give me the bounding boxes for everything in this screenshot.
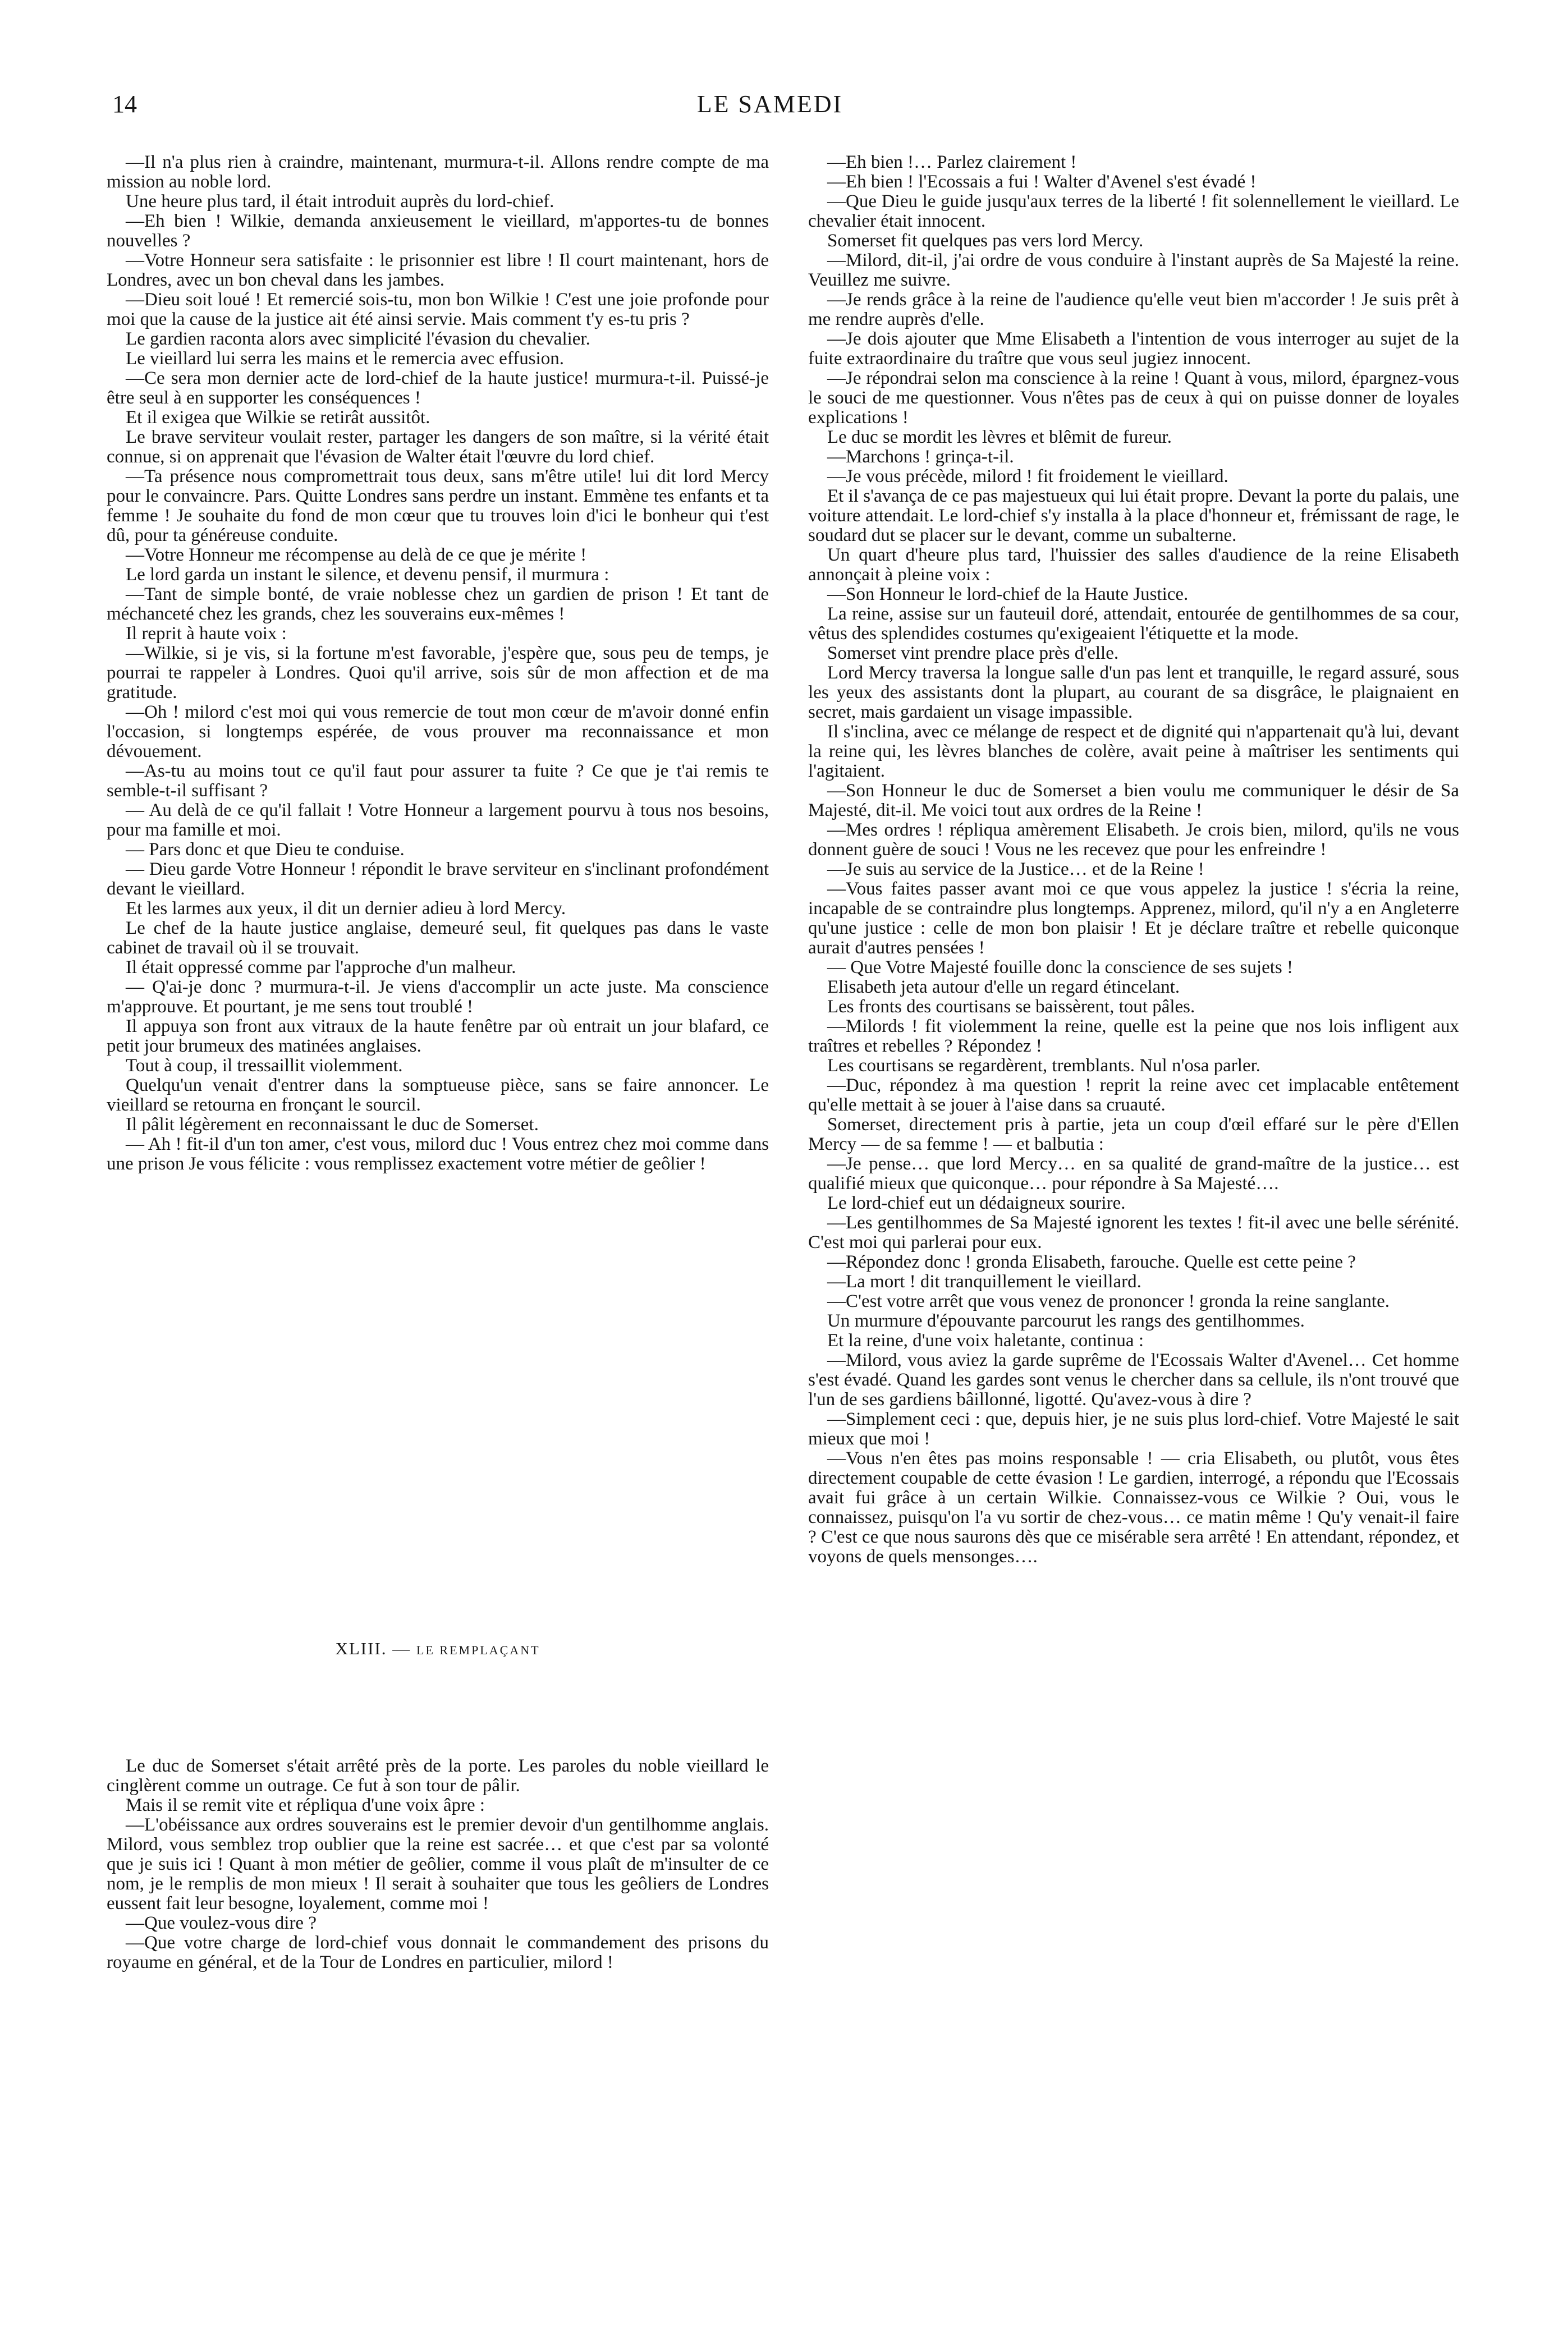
paragraph: —Je vous précède, milord ! fit froidement le vieillard.	[827, 466, 1228, 487]
paragraph: —Milords ! fit violemment la reine, quelle est la peine que nos lois infligent aux traîtres et rebelles ? Répondez !	[808, 1016, 1459, 1056]
paragraph: —La mort ! dit tranquillement le vieillard.	[827, 1272, 1141, 1292]
paragraph: Le gardien raconta alors avec simplicité l'évasion du chevalier.	[126, 329, 590, 349]
paragraph: —Duc, répondez à ma question ! reprit la reine avec cet implacable entêtement qu'elle mettait à se jouer à l'aise dans sa cruauté.	[808, 1075, 1459, 1115]
paragraph: Le duc se mordit les lèvres et blêmit de fureur.	[827, 427, 1172, 447]
paragraph: —Oh ! milord c'est moi qui vous remercie de tout mon cœur de m'avoir donné enfin l'occasion, si longtemps espérée, de vous prouver ma reconnaissance et mon dévouement.	[107, 702, 769, 761]
paragraph: Un quart d'heure plus tard, l'huissier des salles d'audience de la reine Elisabeth annonçait à pleine voix :	[808, 545, 1459, 585]
paragraph: —Dieu soit loué ! Et remercié sois-tu, mon bon Wilkie ! C'est une joie profonde pour moi que la cause de la justice ait été ainsi servie. Mais comment t'y es-tu pris ?	[107, 290, 769, 329]
paragraph: —C'est votre arrêt que vous venez de prononcer ! gronda la reine sanglante.	[827, 1291, 1390, 1311]
paragraph: —Vous n'en êtes pas moins responsable ! — cria Elisabeth, ou plutôt, vous êtes directement coupable de cette évasion ! Le gardien, interrogé, a répondu que l'Ecossais avait fui grâce à un certain Wilkie. Connaissez-vous ce Wilkie ? Oui, vous le connaissez, puisqu'on l'a vu sortir de chez-vous… ce matin même ! Qu'y venait-il faire ? C'est ce que nous saurons dès que ce misérable sera arrêté ! En attendant, répondez, et voyons de quels mensonges….	[808, 1448, 1459, 1567]
paragraph: Mais il se remit vite et répliqua d'une voix âpre :	[126, 1795, 485, 1815]
paragraph: —Votre Honneur me récompense au delà de ce que je mérite !	[126, 545, 587, 565]
paragraph: Somerset fit quelques pas vers lord Mercy.	[827, 231, 1144, 251]
paragraph: —Tant de simple bonté, de vraie noblesse chez un gardien de prison ! Et tant de méchanceté chez les grands, chez les souverains eux-mêmes !	[107, 584, 769, 624]
paragraph: Le duc de Somerset s'était arrêté près de la porte. Les paroles du noble vieillard le cinglèrent comme un outrage. Ce fut à son tour de pâlir.	[107, 1756, 769, 1796]
paragraph: — Dieu garde Votre Honneur ! répondit le brave serviteur en s'inclinant profondément devant le vieillard.	[107, 859, 769, 899]
paragraph: —Simplement ceci : que, depuis hier, je ne suis plus lord-chief. Votre Majesté le sait mieux que moi !	[808, 1409, 1459, 1449]
paragraph: —Il n'a plus rien à craindre, maintenant, murmura-t-il. Allons rendre compte de ma mission au noble lord.	[107, 152, 769, 192]
paragraph: Elisabeth jeta autour d'elle un regard étincelant.	[827, 977, 1180, 997]
paragraph: —Mes ordres ! répliqua amèrement Elisabeth. Je crois bien, milord, qu'ils ne vous donnent guère de souci ! Vous ne les recevez que pour les enfreindre !	[808, 820, 1459, 860]
paragraph: Somerset, directement pris à partie, jeta un coup d'œil effaré sur le père d'Ellen Mercy — de sa femme ! — et balbutia :	[808, 1114, 1459, 1154]
paragraph: —Que voulez-vous dire ?	[126, 1913, 317, 1933]
paragraph: —Que votre charge de lord-chief vous donnait le commandement des prisons du royaume en général, et de la Tour de Londres en particulier, milord !	[107, 1933, 769, 1972]
paragraph: Les fronts des courtisans se baissèrent, tout pâles.	[827, 997, 1195, 1017]
paragraph: Le lord-chief eut un dédaigneux sourire.	[827, 1193, 1126, 1213]
paragraph: —Milord, dit-il, j'ai ordre de vous conduire à l'instant auprès de Sa Majesté la reine. Veuillez me suivre.	[808, 250, 1459, 290]
paragraph: — Pars donc et que Dieu te conduise.	[126, 839, 405, 860]
paragraph: —Milord, vous aviez la garde suprême de l'Ecossais Walter d'Avenel… Cet homme s'est évadé. Quand les gardes sont venus le chercher dans sa cellule, ils n'ont trouvé que l'un de ses gardiens bâillonné, ligotté. Qu'avez-vous à dire ?	[808, 1350, 1459, 1410]
paragraph: Les courtisans se regardèrent, tremblants. Nul n'osa parler.	[827, 1056, 1261, 1076]
paragraph: —Je suis au service de la Justice… et de la Reine !	[827, 859, 1204, 879]
paragraph: —Répondez donc ! gronda Elisabeth, farouche. Quelle est cette peine ?	[827, 1252, 1356, 1272]
paragraph: Le vieillard lui serra les mains et le remercia avec effusion.	[126, 348, 564, 369]
paragraph: La reine, assise sur un fauteuil doré, attendait, entourée de gentilhommes de sa cour, vêtus des splendides costumes qu'exigeaient l'étiquette et la mode.	[808, 604, 1459, 644]
paragraph: — Au delà de ce qu'il fallait ! Votre Honneur a largement pourvu à tous nos besoins, pour ma famille et moi.	[107, 800, 769, 840]
page-header	[112, 90, 1428, 135]
running-title: LE SAMEDI	[696, 90, 843, 118]
right-column	[808, 153, 1459, 1567]
paragraph: Somerset vint prendre place près d'elle.	[827, 643, 1119, 663]
paragraph: Et il exigea que Wilkie se retirât aussitôt.	[126, 407, 430, 428]
paragraph: Le lord garda un instant le silence, et devenu pensif, il murmura :	[126, 565, 609, 585]
paragraph: — Que Votre Majesté fouille donc la conscience de ses sujets !	[827, 957, 1293, 978]
paragraph: —Marchons ! grinça-t-il.	[827, 447, 1014, 467]
paragraph: —Eh bien ! l'Ecossais a fui ! Walter d'Avenel s'est évadé !	[827, 172, 1257, 192]
paragraph: —Que Dieu le guide jusqu'aux terres de la liberté ! fit solennellement le vieillard. Le chevalier était innocent.	[808, 191, 1459, 231]
chapter-number: XLIII. —	[335, 1639, 411, 1658]
paragraph: Une heure plus tard, il était introduit auprès du lord-chief.	[126, 191, 554, 212]
chapter-heading	[107, 1639, 769, 1659]
left-column	[107, 153, 769, 1174]
paragraph: —Wilkie, si je vis, si la fortune m'est favorable, j'espère que, sous peu de temps, je pourrai te rappeler à Londres. Quoi qu'il arrive, sois sûr de mon affection et de ma gratitude.	[107, 643, 769, 703]
paragraph: Il était oppressé comme par l'approche d'un malheur.	[126, 957, 516, 978]
paragraph: —As-tu au moins tout ce qu'il faut pour assurer ta fuite ? Ce que je t'ai remis te semble-t-il suffisant ?	[107, 761, 769, 801]
paragraph: —Son Honneur le lord-chief de la Haute Justice.	[827, 584, 1189, 604]
paragraph: Tout à coup, il tressaillit violemment.	[126, 1056, 403, 1076]
paragraph: Il pâlit légèrement en reconnaissant le duc de Somerset.	[126, 1114, 539, 1135]
chapter-title: LE REMPLAÇANT	[416, 1643, 540, 1657]
paragraph: —Ta présence nous compromettrait tous deux, sans m'être utile! lui dit lord Mercy pour le convaincre. Pars. Quitte Londres sans perdre un instant. Emmène tes enfants et ta femme ! Je souhaite du fond de mon cœur que tu trouves loin d'ici le bonheur qui t'est dû, pour ta généreuse conduite.	[107, 466, 769, 545]
paragraph: Et les larmes aux yeux, il dit un dernier adieu à lord Mercy.	[126, 898, 566, 919]
paragraph: —Eh bien ! Wilkie, demanda anxieusement le vieillard, m'apportes-tu de bonnes nouvelles ?	[107, 211, 769, 251]
paragraph: —Je pense… que lord Mercy… en sa qualité de grand-maître de la justice… est qualifié mieux que quiconque… pour répondre à Sa Majesté….	[808, 1154, 1459, 1194]
paragraph: — Q'ai-je donc ? murmura-t-il. Je viens d'accomplir un acte juste. Ma conscience m'approuve. Et pourtant, je me sens tout troublé !	[107, 977, 769, 1017]
paragraph: Quelqu'un venait d'entrer dans la somptueuse pièce, sans se faire annoncer. Le vieillard se retourna en fronçant le sourcil.	[107, 1075, 769, 1115]
paragraph: Il s'inclina, avec ce mélange de respect et de dignité qui n'appartenait qu'à lui, devant la reine qui, les lèvres blanches de colère, avait peine à maîtriser les sentiments qui l'agitaient.	[808, 722, 1459, 781]
paragraph: —Les gentilhommes de Sa Majesté ignorent les textes ! fit-il avec une belle sérénité. C'est moi qui parlerai pour eux.	[808, 1213, 1459, 1253]
paragraph: — Ah ! fit-il d'un ton amer, c'est vous, milord duc ! Vous entrez chez moi comme dans une prison Je vous félicite : vous remplissez exactement votre métier de geôlier !	[107, 1134, 769, 1174]
paragraph: Le chef de la haute justice anglaise, demeuré seul, fit quelques pas dans le vaste cabinet de travail où il se trouvait.	[107, 918, 769, 958]
paragraph: —Je dois ajouter que Mme Elisabeth a l'intention de vous interroger au sujet de la fuite extraordinaire du traître que vous seul jugiez innocent.	[808, 329, 1459, 369]
paragraph: —Je rends grâce à la reine de l'audience qu'elle veut bien m'accorder ! Je suis prêt à me rendre auprès d'elle.	[808, 290, 1459, 329]
paragraph: Et il s'avança de ce pas majestueux qui lui était propre. Devant la porte du palais, une voiture attendait. Le lord-chief s'y installa à la place d'honneur et, frémissant de rage, le soudard dut se placer sur le devant, comme un subalterne.	[808, 486, 1459, 545]
paragraph: Il appuya son front aux vitraux de la haute fenêtre par où entrait un jour blafard, ce petit jour brumeux des matinées anglaises.	[107, 1016, 769, 1056]
paragraph: —L'obéissance aux ordres souverains est le premier devoir d'un gentilhomme anglais. Milord, vous semblez trop oublier que la reine est sacrée… et que c'est par sa volonté que je suis ici ! Quant à mon métier de geôlier, comme il vous plaît de m'insulter de ce nom, je le remplis de mon mieux ! Il serait à souhaiter que tous les geôliers de Londres eussent fait leur besogne, loyalement, comme moi !	[107, 1815, 769, 1914]
paragraph: —Je répondrai selon ma conscience à la reine ! Quant à vous, milord, épargnez-vous le souci de me questionner. Vous n'êtes pas de ceux à qui on puisse donner de loyales explications !	[808, 368, 1459, 428]
paragraph: —Votre Honneur sera satisfaite : le prisonnier est libre ! Il court maintenant, hors de Londres, avec un bon cheval dans les jambes.	[107, 250, 769, 290]
paragraph: —Eh bien !… Parlez clairement !	[827, 152, 1077, 172]
paragraph: —Son Honneur le duc de Somerset a bien voulu me communiquer le désir de Sa Majesté, dit-il. Me voici tout aux ordres de la Reine !	[808, 781, 1459, 820]
left-column-continued	[107, 1756, 769, 1972]
page-number: 14	[112, 90, 137, 118]
paragraph: Le brave serviteur voulait rester, partager les dangers de son maître, si la vérité était connue, si on apprenait que l'évasion de Walter était l'œuvre du lord chief.	[107, 427, 769, 467]
paragraph: Un murmure d'épouvante parcourut les rangs des gentilhommes.	[827, 1311, 1305, 1331]
paragraph: Il reprit à haute voix :	[126, 623, 287, 644]
paragraph: —Vous faites passer avant moi ce que vous appelez la justice ! s'écria la reine, incapable de se contraindre plus longtemps. Apprenez, milord, qu'il n'y a en Angleterre qu'une justice : celle de mon bon plaisir ! Et je déclare traître et rebelle quiconque aurait d'autres pensées !	[808, 879, 1459, 958]
paragraph: —Ce sera mon dernier acte de lord-chief de la haute justice! murmura-t-il. Puissé-je être seul à en supporter les conséquences !	[107, 368, 769, 408]
paragraph: Lord Mercy traversa la longue salle d'un pas lent et tranquille, le regard assuré, sous les yeux des assistants dont la plupart, au courant de sa disgrâce, le plaignaient en secret, mais gardaient un visage impassible.	[808, 663, 1459, 722]
paragraph: Et la reine, d'une voix haletante, continua :	[827, 1331, 1144, 1351]
